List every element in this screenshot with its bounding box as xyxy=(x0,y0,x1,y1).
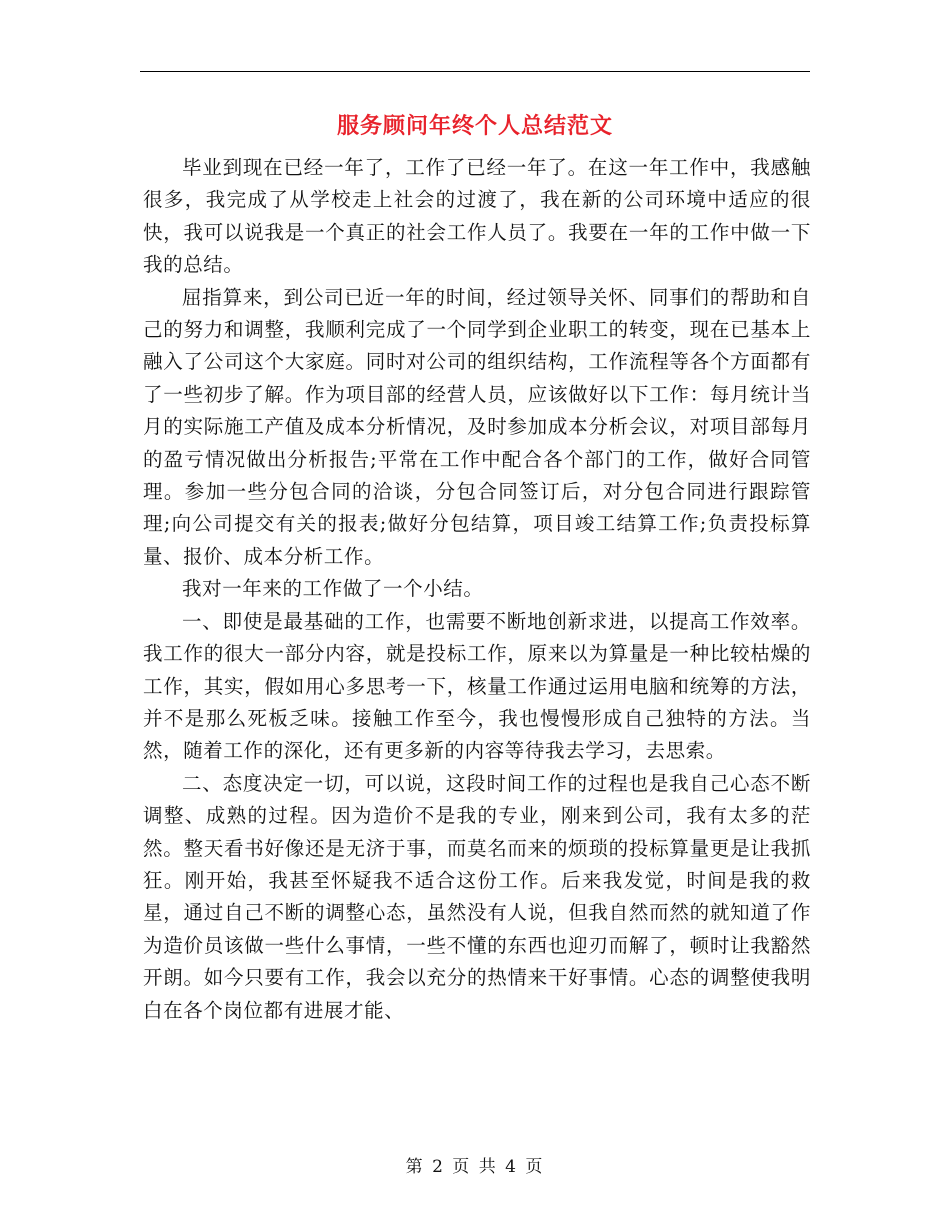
paragraph-point-one: 一、即使是最基础的工作，也需要不断地创新求进，以提高工作效率。我工作的很大一部分内容，就是投标工作，原来以为算量是一种比较枯燥的工作，其实，假如用心多思考一下，核量工作通过运用电脑和统筹的方法，并不是那么死板乏味。接触工作至今，我也慢慢形成自己独特的方法。当然，随着工作的深化，还有更多新的内容等待我去学习，去思索。 xyxy=(143,609,811,763)
paragraph-summary-lead: 我对一年来的工作做了一个小结。 xyxy=(182,577,484,601)
paragraph-point-two: 二、态度决定一切，可以说，这段时间工作的过程也是我自己心态不断调整、成熟的过程。因为造价不是我的专业，刚来到公司，我有太多的茫然。整天看书好像还是无济于事，而莫名而来的烦琐的投标算量更是让我抓狂。刚开始，我甚至怀疑我不适合这份工作。后来我发觉，时间是我的救星，通过自己不断的调整心态，虽然没有人说，但我自然而然的就知道了作为造价员该做一些什么事情，一些不懂的东西也迎刃而解了，顿时让我豁然开朗。如今只要有工作，我会以充分的热情来干好事情。心态的调整使我明白在各个岗位都有进展才能、 xyxy=(143,771,811,1022)
header-rule xyxy=(140,71,810,72)
page-number-footer: 第 2 页 共 4 页 xyxy=(405,1157,545,1177)
document-body xyxy=(143,152,811,1027)
paragraph-work-duties: 屈指算来，到公司已近一年的时间，经过领导关怀、同事们的帮助和自己的努力和调整，我顺利完成了一个同学到企业职工的转变，现在已基本上融入了公司这个大家庭。同时对公司的组织结构，工作流程等各个方面都有了一些初步了解。作为项目部的经营人员，应该做好以下工作：每月统计当月的实际施工产值及成本分析情况，及时参加成本分析会议，对项目部每月的盈亏情况做出分析报告;平常在工作中配合各个部门的工作，做好合同管理。参加一些分包合同的洽谈，分包合同签订后，对分包合同进行跟踪管理;向公司提交有关的报表;做好分包结算，项目竣工结算工作;负责投标算量、报价、成本分析工作。 xyxy=(143,285,811,568)
paragraph-intro: 毕业到现在已经一年了，工作了已经一年了。在这一年工作中，我感触很多，我完成了从学校走上社会的过渡了，我在新的公司环境中适应的很快，我可以说我是一个真正的社会工作人员了。我要在一年的工作中做一下我的总结。 xyxy=(143,156,811,277)
document-title: 服务顾问年终个人总结范文 xyxy=(336,113,613,139)
